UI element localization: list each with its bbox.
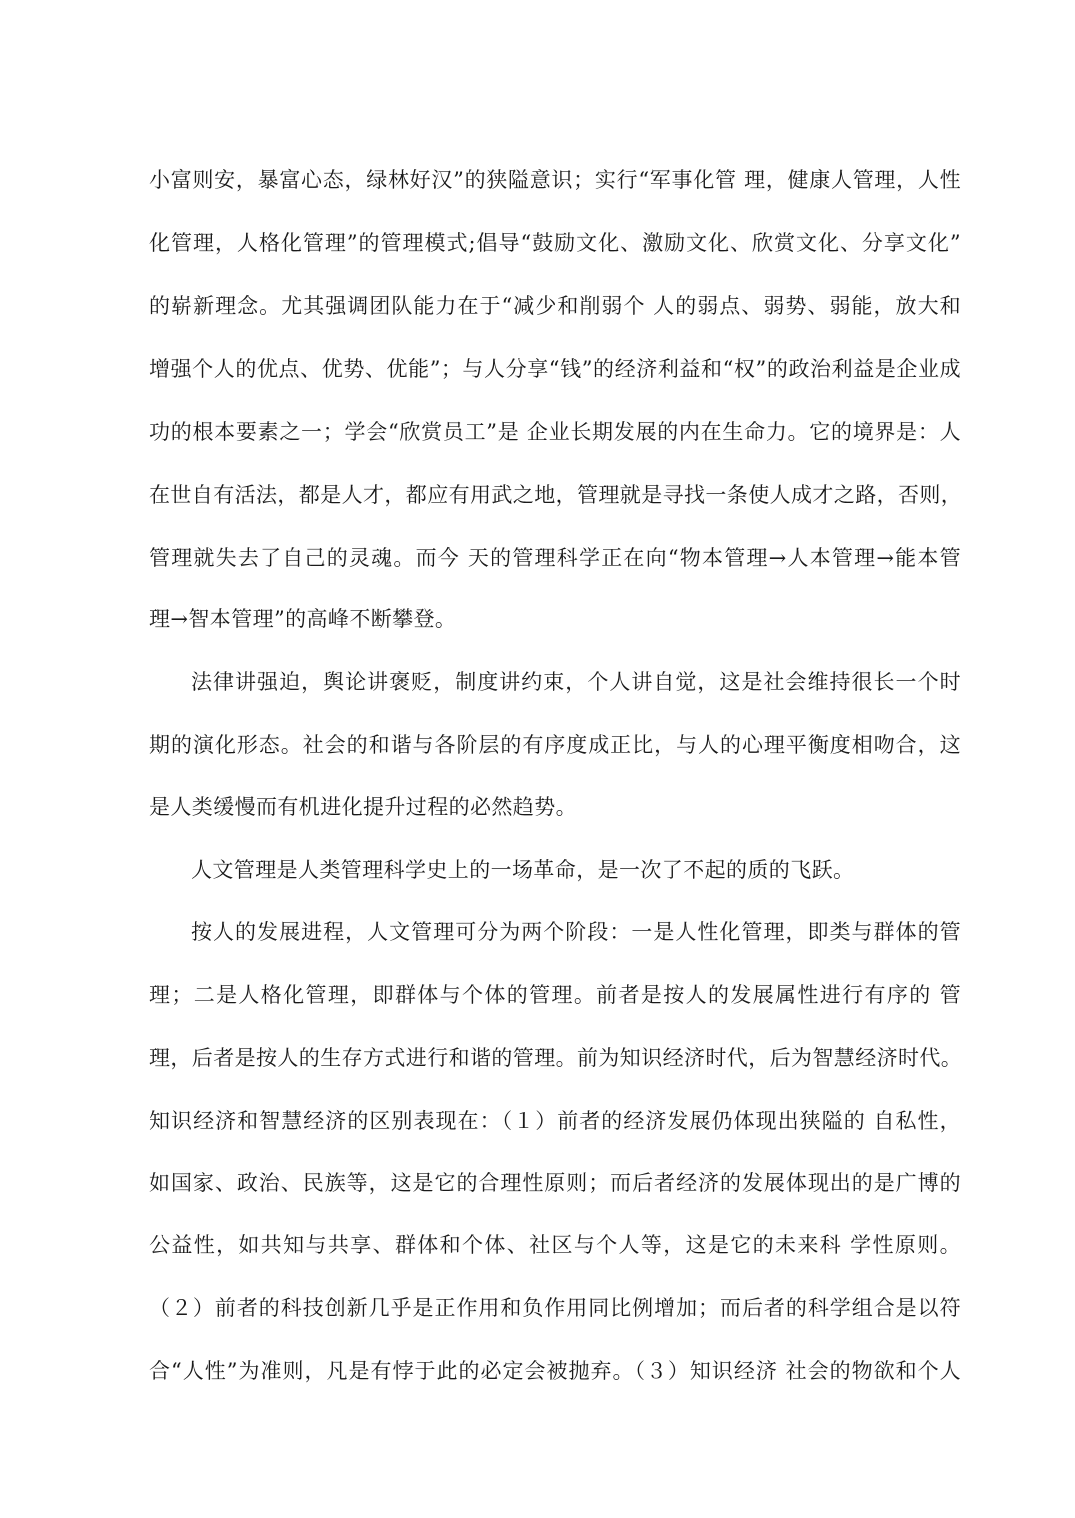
paragraph-line: 如国家、政治、民族等，这是它的合理性原则；而后者经济的发展体现出的是广博的 xyxy=(149,1171,961,1195)
paragraph-line: 知识经济和智慧经济的区别表现在：（１）前者的经济发展仍体现出狭隘的 自私性， xyxy=(149,1109,961,1133)
paragraph-line: 合“人性”为准则，凡是有悖于此的必定会被抛弃。（３）知识经济 社会的物欲和个人 xyxy=(149,1359,961,1383)
paragraph-line: 人文管理是人类管理科学史上的一场革命，是一次了不起的质的飞跃。 xyxy=(191,858,855,882)
paragraph-line: 管理就失去了自己的灵魂。而今 天的管理科学正在向“物本管理→人本管理→能本管 xyxy=(149,546,961,570)
paragraph-line: 化管理，人格化管理”的管理模式;倡导“鼓励文化、激励文化、欣赏文化、分享文化” xyxy=(149,231,961,255)
paragraph-line: 按人的发展进程，人文管理可分为两个阶段：一是人性化管理，即类与群体的管 xyxy=(191,920,961,944)
paragraph-line: 理；二是人格化管理，即群体与个体的管理。前者是按人的发展属性进行有序的 管 xyxy=(149,983,961,1007)
paragraph-line: （２）前者的科技创新几乎是正作用和负作用同比例增加；而后者的科学组合是以符 xyxy=(149,1296,961,1320)
paragraph-line: 理，后者是按人的生存方式进行和谐的管理。前为知识经济时代，后为智慧经济时代。 xyxy=(149,1046,963,1070)
paragraph-line: 的崭新理念。尤其强调团队能力在于“减少和削弱个 人的弱点、弱势、弱能，放大和 xyxy=(149,294,961,318)
paragraph-line: 功的根本要素之一；学会“欣赏员工”是 企业长期发展的内在生命力。它的境界是：人 xyxy=(149,420,961,444)
paragraph-line: 在世自有活法，都是人才，都应有用武之地，管理就是寻找一条使人成才之路，否则， xyxy=(149,483,963,507)
paragraph-line: 增强个人的优点、优势、优能”；与人分享“钱”的经济利益和“权”的政治利益是企业成 xyxy=(149,357,961,381)
paragraph-line: 小富则安，暴富心态，绿林好汉”的狭隘意识；实行“军事化管 理，健康人管理，人性 xyxy=(149,168,961,192)
paragraph-line: 是人类缓慢而有机进化提升过程的必然趋势。 xyxy=(149,795,577,819)
paragraph-line: 公益性，如共知与共享、群体和个体、社区与个人等，这是它的未来科 学性原则。 xyxy=(149,1233,961,1257)
paragraph-line: 理→智本管理”的高峰不断攀登。 xyxy=(149,607,457,631)
paragraph-line: 期的演化形态。社会的和谐与各阶层的有序度成正比，与人的心理平衡度相吻合，这 xyxy=(149,733,961,757)
paragraph-line: 法律讲强迫，舆论讲褒贬，制度讲约束，个人讲自觉，这是社会维持很长一个时 xyxy=(191,670,961,694)
